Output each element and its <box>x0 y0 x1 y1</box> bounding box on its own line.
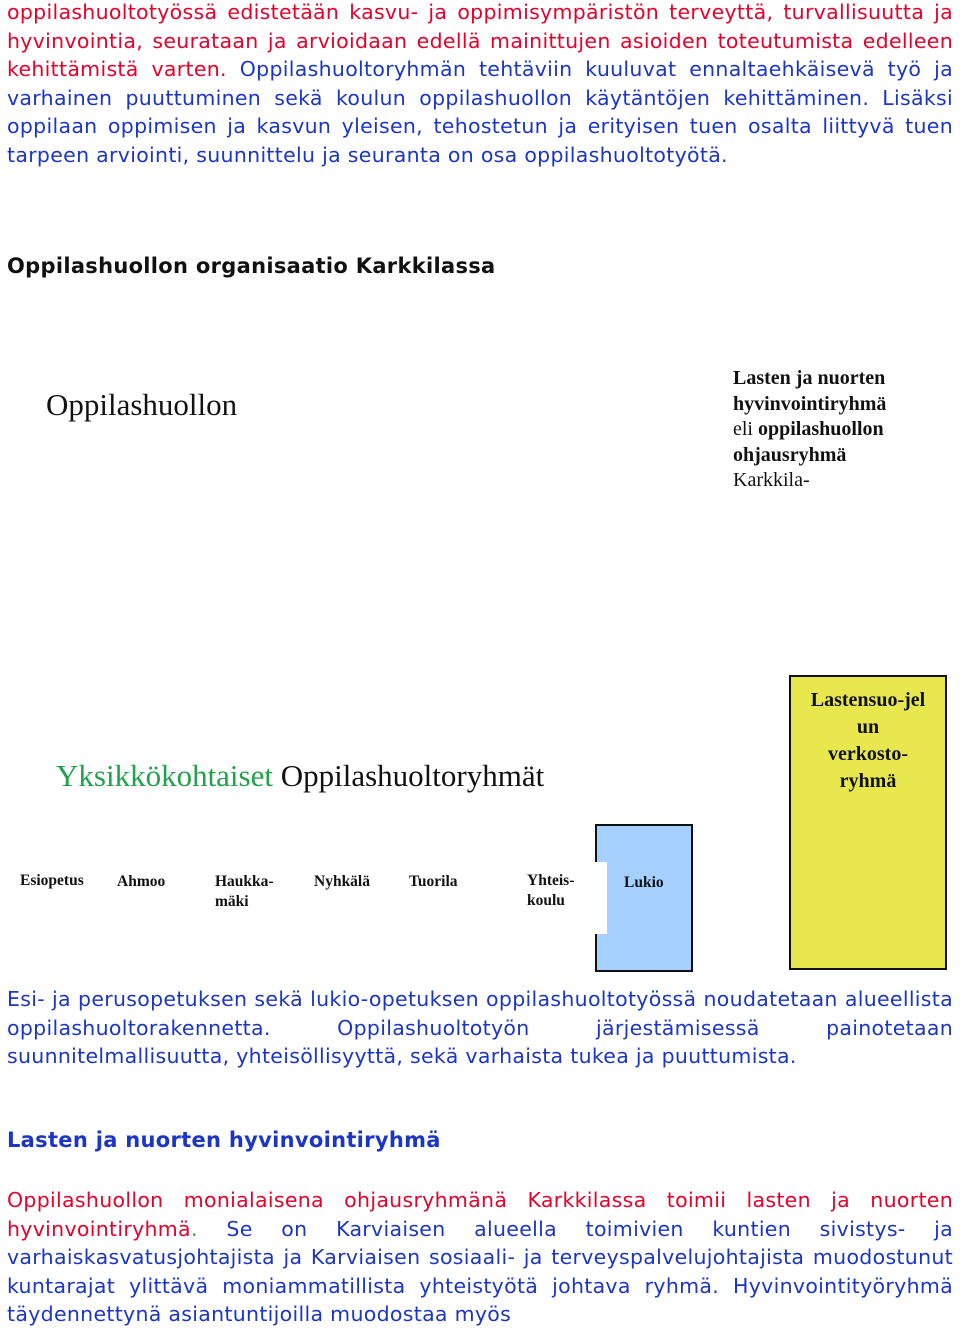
org-heading: Oppilashuollon organisaatio Karkkilassa <box>7 254 496 278</box>
unit-label: Lukio <box>624 874 664 891</box>
group-line3-plain: eli <box>733 418 758 440</box>
yellow-line4: ryhmä <box>839 770 897 792</box>
group-line3-bold: oppilashuollon <box>758 418 884 440</box>
unit-esiopetus <box>20 871 84 891</box>
group-line1: Lasten ja nuorten <box>733 367 886 389</box>
diagram-left-label: Oppilashuollon <box>46 387 238 422</box>
unit-label: Yhteis- <box>527 872 575 889</box>
unit-label: Ahmoo <box>117 873 166 890</box>
unit-label: Esiopetus <box>20 872 84 889</box>
units-title-dark: Oppilashuoltoryhmät <box>273 758 545 793</box>
group-line5: Karkkila- <box>733 469 810 491</box>
section-blue-text: Se on Karviaisen alueella toimivien kuntien sivistys- ja varhaiskasvatusjohtajista ja Karviaisen sosiaali- ja terveyspalvelujohtajista muodostunut kuntarajat ylittävä moniammatillista yhteistyötä johtava ryhmä. Hyvinvointityöryhmä täydennettynä asiantuntijoilla muodostaa myös <box>7 1216 953 1327</box>
intro-red-text: oppilashuoltotyössä edistetään kasvu- ja oppimisympäristön terveyttä, turvallisuutta ja hyvinvointia, seurataan ja arvioidaan edellä mainittujen asioiden toteutumista edelleen kehittämistä varten. <box>7 0 953 82</box>
unit-lukio <box>624 873 664 893</box>
units-title <box>56 758 544 794</box>
unit-label: Nyhkälä <box>314 873 370 890</box>
unit-label-2: koulu <box>527 892 565 909</box>
lukio-box <box>595 824 693 972</box>
yellow-line1: Lastensuo-jel <box>810 689 926 711</box>
section-red-text: Oppilashuollon monialaisena ohjausryhmänä Karkkilassa toimii lasten ja nuorten hyvinvointiryhmä <box>7 1188 953 1241</box>
yellow-line3: verkosto- <box>828 743 908 765</box>
yellow-line2: un <box>856 716 880 738</box>
unit-tuorila <box>409 872 458 892</box>
units-title-green: Yksikkökohtaiset <box>56 758 273 793</box>
intro-blue-text: Oppilashuoltoryhmän tehtäviin kuuluvat ennaltaehkäisevä työ ja varhainen puuttuminen sekä koulun oppilashuollon käytäntöjen kehittäminen. Lisäksi oppilaan oppimisen ja kasvun yleisen, tehostetun ja erityisen tuen osalta liittyvä tuen tarpeen arviointi, suunnittelu ja seuranta on osa oppilashuoltotyötä. <box>7 57 953 167</box>
unit-label: Haukka- <box>215 873 274 890</box>
child-protection-label <box>791 687 945 795</box>
child-protection-box <box>789 675 947 970</box>
structure-paragraph: Esi- ja perusopetuksen sekä lukio-opetuksen oppilashuoltotyössä noudatetaan alueellista oppilashuoltorakennetta. Oppilashuoltotyön järjestämisessä painotetaan suunnitelmallisuutta, yhteisöllisyyttä, sekä varhaista tukea ja puuttumista. <box>7 987 953 1069</box>
unit-nyhkala <box>314 872 370 892</box>
group-line2: hyvinvointiryhmä <box>733 392 887 415</box>
intro-paragraph <box>7 0 953 170</box>
unit-yhteiskoulu <box>527 871 574 911</box>
group-line4: ohjausryhmä <box>733 443 847 466</box>
unit-ahmoo <box>117 872 165 892</box>
section-green-dot: . <box>190 1216 198 1241</box>
lukio-box-notch <box>593 862 607 934</box>
unit-label-2: mäki <box>215 893 249 910</box>
unit-haukkamaki <box>215 872 274 912</box>
unit-label: Tuorila <box>409 873 458 890</box>
section-paragraph <box>7 1186 953 1329</box>
diagram-right-group <box>733 366 886 494</box>
section-heading: Lasten ja nuorten hyvinvointiryhmä <box>7 1128 441 1152</box>
